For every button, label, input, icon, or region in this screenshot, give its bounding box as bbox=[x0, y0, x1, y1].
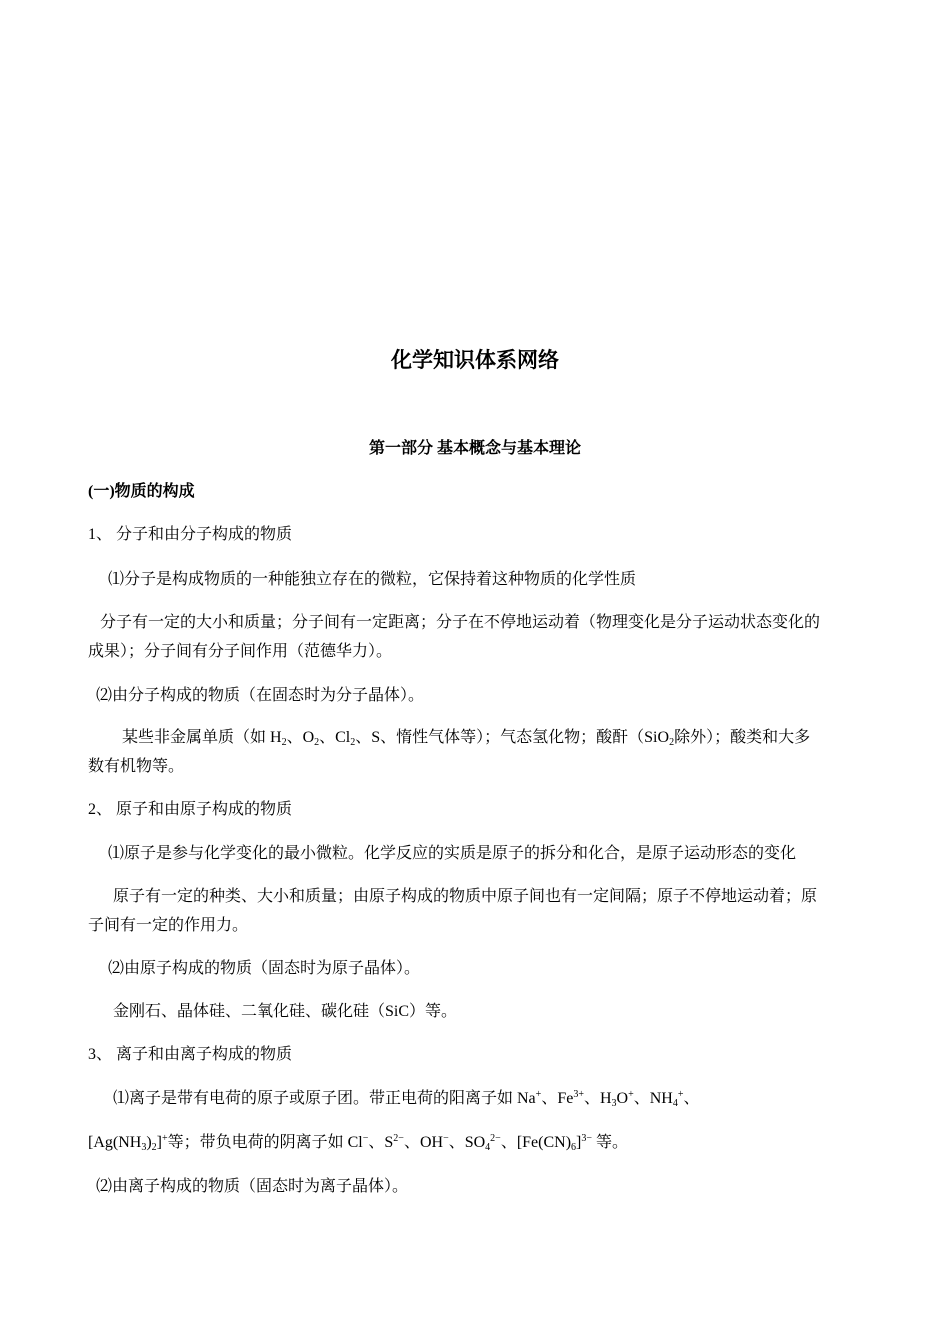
document-title: 化学知识体系网络 bbox=[391, 348, 559, 372]
item-2-paragraph-line-1: 原子有一定的种类、大小和质量；由原子构成的物质中原子间也有一定间隔；原子不停地运动着；原 bbox=[113, 888, 818, 905]
item-3-heading: 3、 离子和由离子构成的物质 bbox=[88, 1046, 293, 1063]
item-3-point-1-line-2: $[Ag(NH_3)_2]^+$等；带负电荷的阴离子如 Cl−、$S^{2-}$、OH−、$SO_4^{2-}$、$[Fe(CN)_6]^{3-}$ 等。 bbox=[88, 1133, 629, 1153]
section-heading: (一)物质的构成 bbox=[88, 483, 195, 500]
item-3-point-1-line-1: ⑴离子是带有电荷的原子或原子团。带正电荷的阳离子如 Na+、$Fe^{3+}$、$H_3O^+$、$NH_4^+$、 bbox=[113, 1089, 700, 1109]
item-2-paragraph-line-2: 子间有一定的作用力。 bbox=[88, 917, 249, 934]
item-1-heading: 1、 分子和由分子构成的物质 bbox=[88, 526, 293, 543]
item-2-point-2: ⑵由原子构成的物质（固态时为原子晶体）。 bbox=[108, 960, 421, 977]
item-2-point-1: ⑴原子是参与化学变化的最小微粒。化学反应的实质是原子的拆分和化合，是原子运动形态的变化 bbox=[108, 845, 797, 862]
item-1-examples-line-2: 数有机物等。 bbox=[88, 758, 185, 775]
item-2-heading: 2、 原子和由原子构成的物质 bbox=[88, 801, 293, 818]
item-2-examples: 金刚石、晶体硅、二氧化硅、碳化硅（SiC）等。 bbox=[113, 1003, 458, 1020]
item-1-point-1: ⑴分子是构成物质的一种能独立存在的微粒，它保持着这种物质的化学性质 bbox=[108, 571, 637, 588]
item-1-examples-line-1: 某些非金属单质（如 $H_2$、$O_2$、$Cl_2$、S、惰性气体等）；气态氢化物；酸酐（SiO$_2$除外）；酸类和大多 bbox=[122, 729, 811, 748]
part-title: 第一部分 基本概念与基本理论 bbox=[368, 440, 581, 457]
item-1-point-2: ⑵由分子构成的物质（在固态时为分子晶体）。 bbox=[96, 687, 425, 704]
item-3-point-2: ⑵由离子构成的物质（固态时为离子晶体）。 bbox=[96, 1178, 409, 1195]
item-1-paragraph-line-2: 成果）；分子间有分子间作用（范德华力）。 bbox=[88, 643, 393, 660]
item-1-paragraph-line-1: 分子有一定的大小和质量；分子间有一定距离；分子在不停地运动着（物理变化是分子运动状态变化的 bbox=[100, 614, 821, 631]
